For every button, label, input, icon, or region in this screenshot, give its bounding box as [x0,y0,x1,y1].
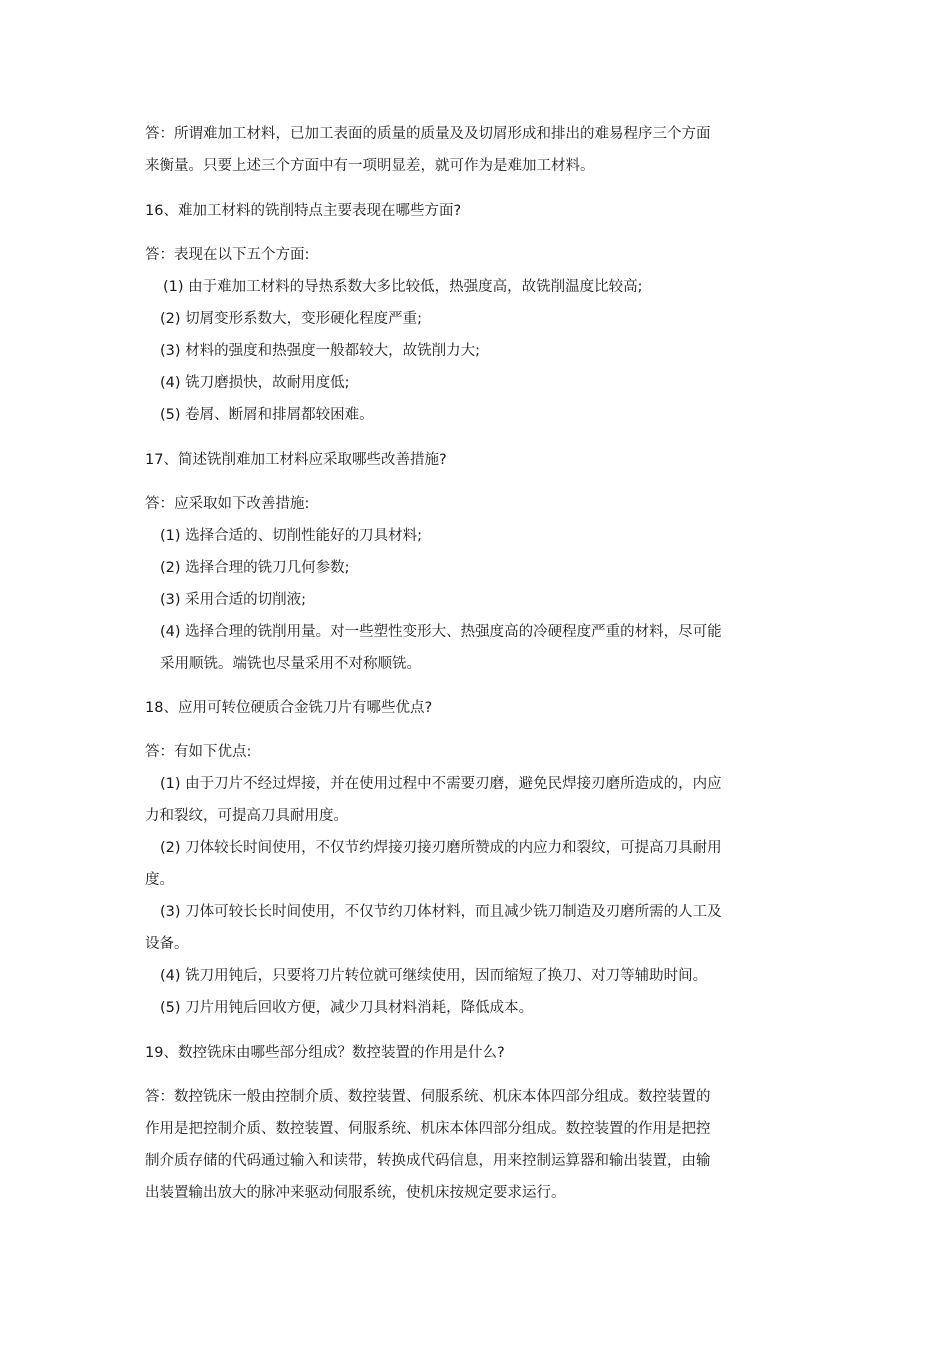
list-item: (5) 刀片用钝后回收方便，减少刀具材料消耗，降低成本。 [160,1000,534,1016]
answer-text: 作用是把控制介质、数控装置、伺服系统、机床本体四部分组成。数控装置的作用是把控 [145,1121,711,1137]
list-item: (1) 选择合适的、切削性能好的刀具材料; [160,528,423,544]
list-item: (4) 铣刀磨损快，故耐用度低; [160,375,350,391]
list-item: (5) 卷屑、断屑和排屑都较困难。 [160,407,374,423]
question-19: 19、数控铣床由哪些部分组成？数控装置的作用是什么? [145,1045,505,1061]
list-item: (3) 采用合适的切削液; [160,592,307,608]
answer-intro: 答：有如下优点: [145,744,252,760]
list-item: (3) 刀体可较长长时间使用，不仅节约刀体材料，而且减少铣刀制造及刃磨所需的人工及 [160,904,722,920]
answer-intro: 答：应采取如下改善措施: [145,496,310,512]
list-item-continuation: 力和裂纹，可提高刀具耐用度。 [145,808,348,824]
list-item: (2) 切屑变形系数大，变形硬化程度严重; [160,311,423,327]
answer-text: 制介质存储的代码通过输入和读带，转换成代码信息，用来控制运算器和输出装置，由输 [145,1153,711,1169]
answer-text: 出装置输出放大的脉冲来驱动伺服系统，使机床按规定要求运行。 [145,1185,566,1201]
question-17: 17、简述铣削难加工材料应采取哪些改善措施? [145,452,447,468]
list-item-continuation: 采用顺铣。端铣也尽量采用不对称顺铣。 [160,656,421,672]
answer-text: 答：所谓难加工材料，已加工表面的质量的质量及及切屑形成和排出的难易程序三个方面 [145,126,711,142]
list-item: (1) 由于刀片不经过焊接，并在使用过程中不需要刃磨，避免民焊接刃磨所造成的，内应 [160,776,722,792]
answer-text: 来衡量。只要上述三个方面中有一项明显差，就可作为是难加工材料。 [145,158,595,174]
list-item: (1) 由于难加工材料的导热系数大多比较低，热强度高，故铣削温度比较高; [163,279,643,295]
answer-intro: 答：表现在以下五个方面: [145,247,310,263]
list-item: (4) 选择合理的铣削用量。对一些塑性变形大、热强度高的冷硬程度严重的材料，尽可能 [160,624,722,640]
list-item: (2) 选择合理的铣刀几何参数; [160,560,350,576]
list-item: (4) 铣刀用钝后，只要将刀片转位就可继续使用，因而缩短了换刀、对刀等辅助时间。 [160,968,708,984]
list-item: (2) 刀体较长时间使用，不仅节约焊接刃接刃磨所赞成的内应力和裂纹，可提高刀具耐用 [160,840,722,856]
list-item: (3) 材料的强度和热强度一般都较大，故铣削力大; [160,343,481,359]
answer-text: 答：数控铣床一般由控制介质、数控装置、伺服系统、机床本体四部分组成。数控装置的 [145,1089,711,1105]
list-item-continuation: 度。 [145,872,174,888]
question-18: 18、应用可转位硬质合金铣刀片有哪些优点? [145,700,433,716]
list-item-continuation: 设备。 [145,936,189,952]
question-16: 16、难加工材料的铣削特点主要表现在哪些方面? [145,203,462,219]
